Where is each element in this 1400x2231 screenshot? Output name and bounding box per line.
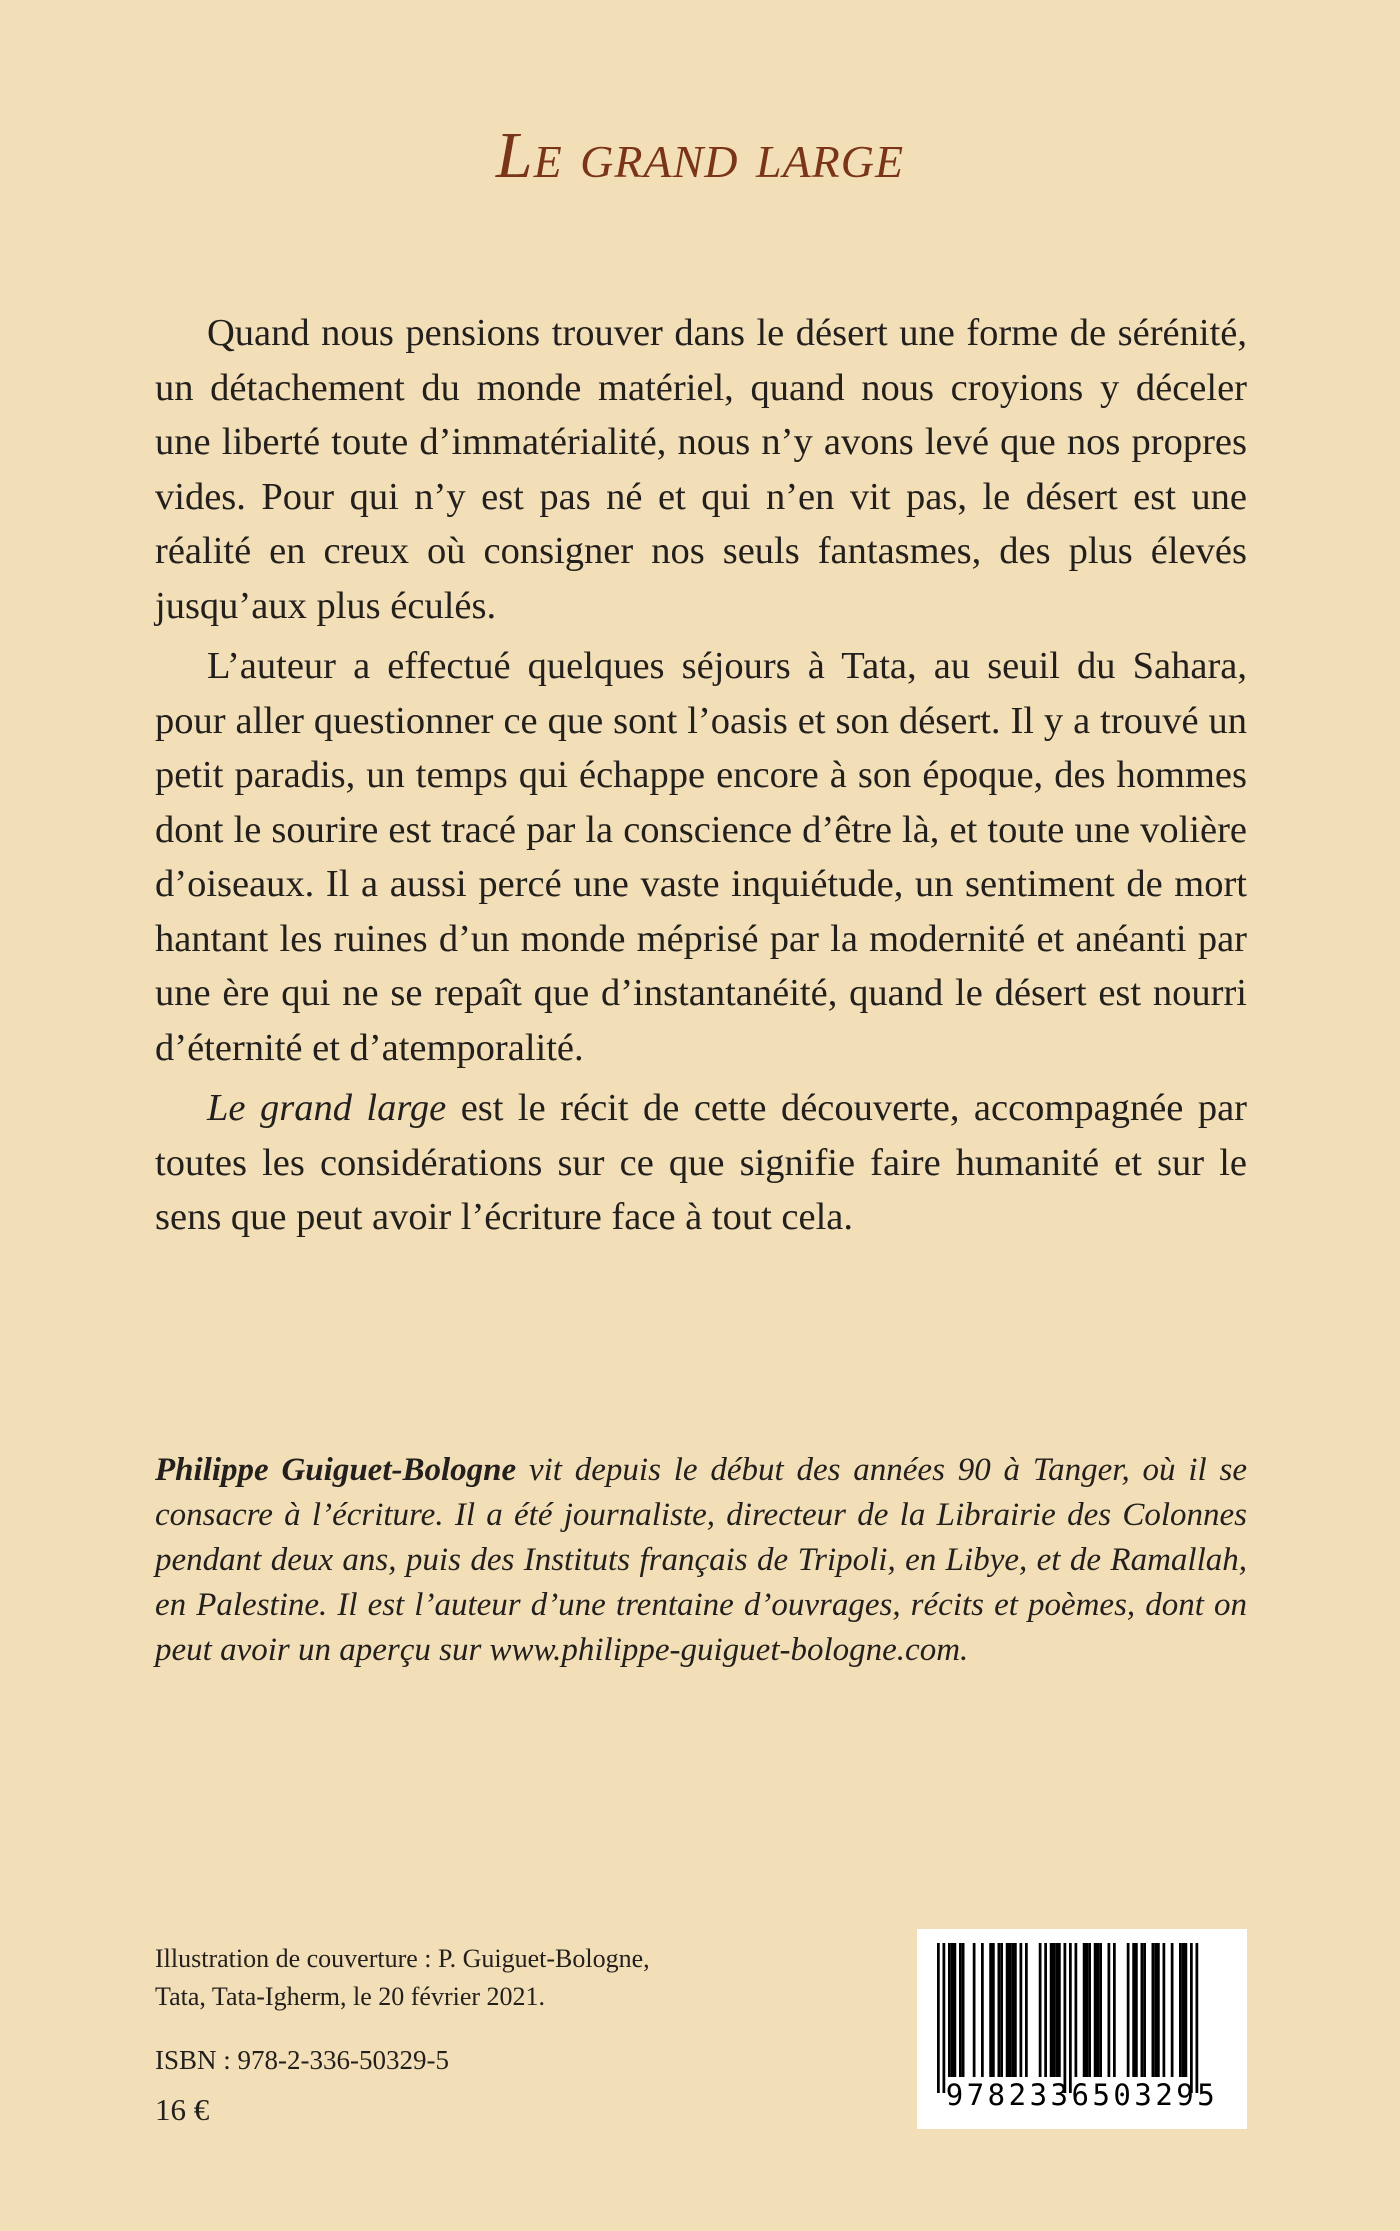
isbn: ISBN : 978-2-336-50329-5	[155, 2045, 449, 2075]
illustration-credits	[155, 1940, 715, 2016]
barcode	[917, 1929, 1247, 2129]
barcode-bar	[1097, 1943, 1100, 2077]
barcode-bar	[973, 1943, 976, 2077]
barcode-bar	[1179, 1943, 1182, 2077]
barcode-guard-bar	[1190, 1943, 1193, 2093]
barcode-bar	[981, 1943, 984, 2077]
barcode-bar	[1152, 1943, 1155, 2077]
blurb-paragraph-2: L’auteur a effectué quelques séjours à Tata, au seuil du Sahara, pour aller questionner ce que sont l’oasis et son désert. Il y a trouvé un petit paradis, un temps qui échappe encore à son époque, des hommes dont le sourire est tracé par la conscience d’être là, et toute une volière d’oiseaux. Il a aussi percé une vaste inquiétude, un sentiment de mort hantant les ruines d’un monde méprisé par la modernité et anéanti par une ère qui ne se repaît que d’instantanéité, quand le désert est nourri d’éternité et d’atemporalité.	[155, 645, 1247, 1069]
barcode-bar	[992, 1943, 995, 2077]
blurb	[155, 306, 1247, 1245]
barcode-bar	[951, 1943, 954, 2077]
barcode-bar	[1075, 1943, 1078, 2077]
author-name: Philippe Guiguet-Bologne	[155, 1452, 517, 1488]
barcode-digits: 9782336503295	[945, 2078, 1219, 2112]
barcode-bar	[1000, 1943, 1003, 2077]
barcode-bar	[948, 1943, 951, 2077]
price: 16 €	[155, 2092, 210, 2127]
barcode-bar	[959, 1943, 962, 2077]
barcode-bar	[1141, 1943, 1144, 2077]
barcode-bar	[1083, 1943, 1086, 2077]
barcode-bar	[1009, 1943, 1012, 2077]
barcode-bar	[1154, 1943, 1157, 2077]
barcode-bar	[1088, 1943, 1091, 2077]
barcode-bar	[1132, 1943, 1135, 2077]
barcode-bar	[1025, 1943, 1028, 2077]
barcode-bar	[998, 1943, 1001, 2077]
blurb-paragraph-1: Quand nous pensions trouver dans le désert une forme de sérénité, un détachement du monde matériel, quand nous croyions y déceler une liberté toute d’immatérialité, nous n’y avons levé que nos propres vides. Pour qui n’y est pas né et qui n’en vit pas, le désert est une réalité en creux où consigner nos seuls fantasmes, des plus élevés jusqu’aux plus éculés.	[155, 312, 1247, 627]
barcode-bar	[1094, 1943, 1097, 2077]
credits-line-2: Tata, Tata-Igherm, le 20 février 2021.	[155, 1982, 546, 2011]
barcode-bar	[1011, 1943, 1014, 2077]
barcode-bar	[1113, 1943, 1116, 2077]
barcode-bar	[1086, 1943, 1089, 2077]
author-bio-text: vit depuis le début des années 90 à Tanger, où il se consacre à l’écriture. Il a été journaliste, directeur de la Librairie des Colonnes pendant deux ans, puis des Instituts français de Tripoli, en Libye, et de Ramallah, en Palestine. Il est l’auteur d’une trentaine d’ouvrages, récits et poèmes, dont on peut avoir un aperçu sur www.philippe-guiguet-bologne.com.	[155, 1452, 1247, 1668]
book-title: Le grand large	[495, 119, 905, 192]
barcode-bar	[1163, 1943, 1166, 2077]
blurb-paragraph-3	[155, 1081, 1247, 1245]
barcode-bar	[1182, 1943, 1185, 2077]
barcode-guard-bar	[943, 1943, 946, 2093]
barcode-guard-bar	[1064, 1943, 1067, 2093]
barcode-bar	[1039, 1943, 1042, 2077]
barcode-bar	[962, 1943, 965, 2077]
barcode-bar	[1143, 1943, 1146, 2077]
barcode-bar	[1050, 1943, 1053, 2077]
barcode-guard-bar	[1196, 1943, 1199, 2093]
barcode-bar	[1055, 1943, 1058, 2077]
barcode-guard-bar	[937, 1943, 940, 2093]
barcode-bar	[1053, 1943, 1056, 2077]
barcode-bar	[989, 1943, 992, 2077]
barcode-bar	[1127, 1943, 1130, 2077]
barcode-bar	[1058, 1943, 1061, 2077]
barcode-bar	[1108, 1943, 1111, 2077]
blurb-title-italic: Le grand large	[207, 1087, 447, 1129]
barcode-guard-bar	[1069, 1943, 1072, 2093]
barcode-bar	[1006, 1943, 1009, 2077]
barcode-bar	[954, 1943, 957, 2077]
barcode-bar	[1157, 1943, 1160, 2077]
barcode-bar	[1171, 1943, 1174, 2077]
barcode-bar	[1044, 1943, 1047, 2077]
barcode-bar	[1014, 1943, 1017, 2077]
blurb-paragraph-3-text: est le récit de cette découverte, accompagnée par toutes les considérations sur ce que signifie faire humanité et sur le sens que peut avoir l’écriture face à tout cela.	[155, 1087, 1247, 1238]
author-bio	[155, 1448, 1247, 1673]
barcode-bar	[1020, 1943, 1023, 2077]
barcode-bar	[1099, 1943, 1102, 2077]
barcode-bar	[1135, 1943, 1138, 2077]
credits-line-1: Illustration de couverture : P. Guiguet-Bologne,	[155, 1944, 650, 1973]
barcode-bar	[1185, 1943, 1188, 2077]
